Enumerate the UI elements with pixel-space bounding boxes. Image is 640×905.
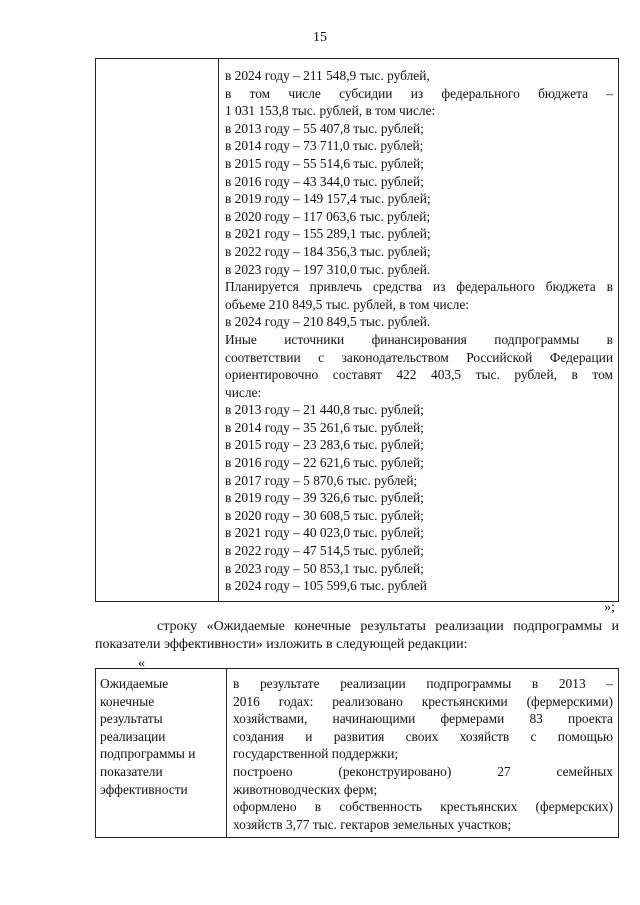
text-line: ориентировочно составят 422 403,5 тыс. рублей, в том [225,367,613,383]
text-line: в 2023 году – 50 853,1 тыс. рублей; [225,560,424,576]
table1-right-cell [219,59,619,602]
text-line: в 2021 году – 40 023,0 тыс. рублей; [225,525,424,541]
text-line: в 2015 году – 55 514,6 тыс. рублей; [225,155,424,171]
text-line: в 2024 году – 105 599,6 тыс. рублей [225,578,427,594]
text-line: Планируется привлечь средства из федерального бюджета в [225,279,613,295]
label-line: реализации [100,728,166,744]
text-line: числе: [225,384,262,400]
text-line: объеме 210 849,5 тыс. рублей, в том числе: [225,296,470,312]
text-line: в 2022 году – 184 356,3 тыс. рублей; [225,243,431,259]
text-line: в 2024 году – 211 548,9 тыс. рублей, [225,68,430,83]
text-line: в 2016 году – 43 344,0 тыс. рублей; [225,173,424,189]
table-row [96,59,619,602]
financing-table [95,58,619,602]
text-line: животноводческих ферм; [233,781,378,797]
label-line: Ожидаемые [100,676,169,691]
text-line: в 2019 году – 39 326,6 тыс. рублей; [225,490,424,506]
closing-quote: »; [604,600,615,615]
table2-left-cell [96,669,227,838]
text-line: 2016 годах: реализовано крестьянскими (фермерскими) [233,693,613,709]
text-line: в 2019 году – 149 157,4 тыс. рублей; [225,191,431,207]
text-line: соответствии с законодательством Российской Федерации [225,349,613,365]
table-row [96,669,619,838]
text-line: в том числе субсидии из федерального бюджета – [225,85,613,101]
table1-left-cell [96,59,219,602]
label-line: эффективности [100,781,188,797]
text-line: 1 031 153,8 тыс. рублей, в том числе: [225,103,436,119]
paragraph-line: строку «Ожидаемые конечные результаты реализации подпрограммы и [157,619,619,634]
text-line: в 2020 году – 30 608,5 тыс. рублей; [225,507,424,523]
text-line: создания и развития своих хозяйств с помощью [233,728,613,744]
text-line: оформлено в собственность крестьянских (фермерских) [233,799,613,815]
text-line: государственной поддержки; [233,746,399,762]
text-line: в 2021 году – 155 289,1 тыс. рублей; [225,226,431,242]
text-line: Иные источники финансирования подпрограммы в [225,331,613,347]
table2-right-cell [227,669,619,838]
text-line: в 2013 году – 55 407,8 тыс. рублей; [225,120,424,136]
instruction-paragraph [95,618,619,654]
text-line: в 2017 году – 5 870,6 тыс. рублей; [225,472,418,488]
text-line: в 2024 году – 210 849,5 тыс. рублей. [225,314,431,330]
label-line: подпрограммы и [100,746,196,762]
text-line: в 2014 году – 73 711,0 тыс. рублей; [225,138,424,154]
expected-results-table [95,668,619,838]
opening-quote: « [138,656,145,671]
paragraph-line: показатели эффективности» изложить в следующей редакции: [95,637,468,652]
label-line: результаты [100,711,163,727]
text-line: в 2013 году – 21 440,8 тыс. рублей; [225,402,424,418]
label-line: конечные [100,693,155,709]
text-line: хозяйств 3,77 тыс. гектаров земельных участков; [233,816,512,832]
text-line: в 2023 году – 197 310,0 тыс. рублей. [225,261,431,277]
text-line: хозяйствами, начинающими фермерами 83 проекта [233,711,613,727]
text-line: в результате реализации подпрограммы в 2013 – [233,676,613,691]
text-line: в 2016 году – 22 621,6 тыс. рублей; [225,455,424,471]
text-line: в 2014 году – 35 261,6 тыс. рублей; [225,419,424,435]
page-number: 15 [313,30,327,45]
label-line: показатели [100,763,163,779]
text-line: в 2022 году – 47 514,5 тыс. рублей; [225,543,424,559]
text-line: построено (реконструировано) 27 семейных [233,763,613,779]
text-line: в 2015 году – 23 283,6 тыс. рублей; [225,437,424,453]
text-line: в 2020 году – 117 063,6 тыс. рублей; [225,208,431,224]
